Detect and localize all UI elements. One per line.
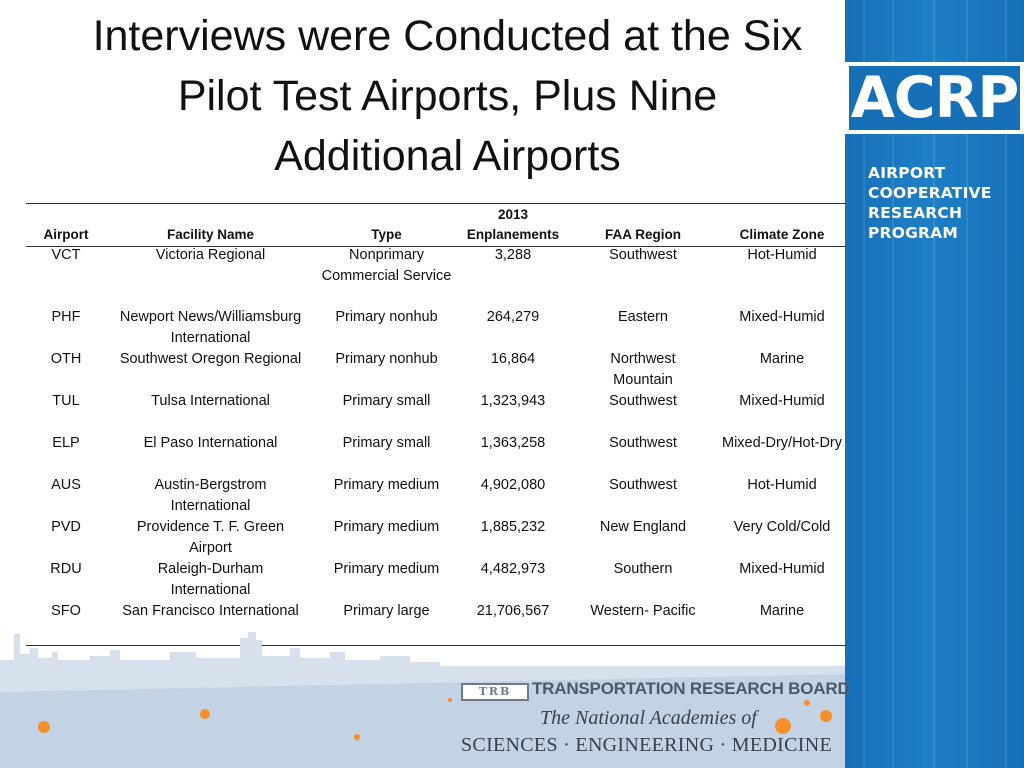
cell-type: Primary medium: [333, 519, 440, 535]
cell-airport: SFO: [51, 603, 81, 619]
facility-text: Providence T. F. Green Airport: [136, 519, 285, 556]
cell-facility: San Francisco International: [122, 603, 299, 619]
cell-climate: Marine: [759, 603, 805, 619]
cell-type: Nonprimary Commercial Service: [321, 247, 452, 284]
header-region: FAA Region: [605, 227, 681, 242]
decor-dot: [354, 734, 360, 740]
cell-facility: Tulsa International: [151, 393, 270, 409]
cell-enplanements: 264,279: [486, 309, 540, 325]
acrp-logo: [845, 62, 1024, 134]
program-line: COOPERATIVE: [868, 184, 992, 202]
table-row: [26, 245, 846, 307]
program-line: RESEARCH: [868, 204, 963, 222]
facility-text: Raleigh-Durham International: [157, 561, 264, 598]
cell-region: Southwest: [609, 393, 677, 409]
facility-text: Austin-Bergstrom International: [154, 477, 267, 514]
header-enplanements: [458, 203, 568, 245]
cell-enplanements: 16,864: [490, 351, 536, 367]
table-row: [26, 517, 846, 559]
cell-facility: [106, 475, 315, 517]
nas-fields: SCIENCES · ENGINEERING · MEDICINE: [461, 734, 832, 756]
table-row: [26, 391, 846, 433]
airports-table: [26, 203, 846, 639]
cell-enplanements: 21,706,567: [476, 603, 550, 619]
cell-region: Southern: [613, 561, 673, 577]
cell-region: [568, 349, 718, 391]
cell-climate: Mixed-Humid: [739, 561, 825, 577]
cell-region: Southwest: [609, 477, 677, 493]
cell-enplanements: 1,885,232: [480, 519, 546, 535]
slide-title: [40, 6, 855, 186]
acrp-sidebar: [845, 0, 1024, 768]
cell-type: Primary medium: [333, 477, 440, 493]
table-row: [26, 349, 846, 391]
cell-facility: Newport News/Williamsburg International: [119, 309, 302, 346]
table-row: [26, 559, 846, 601]
title-line-2: Pilot Test Airports, Plus Nine: [177, 72, 718, 120]
cell-enplanements: 4,902,080: [480, 477, 546, 493]
decor-dot: [775, 718, 791, 734]
cell-facility: Southwest Oregon Regional: [119, 351, 302, 367]
region-text: Northwest Mountain: [610, 351, 676, 388]
cell-facility: [106, 517, 315, 559]
trb-name: TRANSPORTATION RESEARCH BOARD: [532, 679, 850, 698]
cell-region: Southwest: [609, 435, 677, 451]
cell-type: Primary large: [343, 603, 430, 619]
cell-facility: [106, 559, 315, 601]
cell-region: Western- Pacific: [590, 603, 696, 619]
cell-airport: RDU: [50, 561, 82, 577]
cell-type: Primary small: [342, 435, 431, 451]
cell-region: Eastern: [618, 309, 668, 325]
cell-enplanements: 1,323,943: [480, 393, 546, 409]
acrp-logo-text: ACRP: [850, 65, 1019, 131]
cell-enplanements: 4,482,973: [480, 561, 546, 577]
cell-region: Southwest: [609, 247, 677, 263]
cell-climate: Hot-Humid: [747, 477, 817, 493]
cell-type: Primary nonhub: [335, 351, 438, 367]
cell-type: Primary small: [342, 393, 431, 409]
table-row: [26, 307, 846, 349]
header-climate: Climate Zone: [739, 227, 825, 242]
title-line-1: Interviews were Conducted at the Six: [92, 12, 803, 60]
title-line-3: Additional Airports: [274, 132, 621, 180]
cell-enplanements: 1,363,258: [480, 435, 546, 451]
cell-type: Primary nonhub: [335, 309, 438, 325]
cell-airport: PHF: [51, 309, 81, 325]
program-name: [868, 163, 992, 243]
decor-dot: [200, 709, 210, 719]
trb-logo: TRB: [461, 683, 529, 701]
cell-type: Primary medium: [333, 561, 440, 577]
cell-airport: ELP: [52, 435, 80, 451]
program-line: AIRPORT: [868, 164, 946, 182]
header-facility: Facility Name: [166, 227, 255, 242]
table-row: [26, 475, 846, 517]
cell-facility: El Paso International: [143, 435, 278, 451]
cell-climate: Hot-Humid: [747, 247, 817, 263]
cell-airport: PVD: [51, 519, 81, 535]
program-line: PROGRAM: [868, 224, 958, 242]
table-row: [26, 433, 846, 475]
cell-airport: TUL: [52, 393, 80, 409]
header-type: Type: [371, 227, 402, 242]
decor-dot: [804, 700, 810, 706]
decor-dot: [38, 721, 50, 733]
header-enplanements-label: Enplanements: [466, 227, 560, 242]
cell-climate: Very Cold/Cold: [733, 519, 831, 535]
cell-climate: Mixed-Dry/Hot-Dry: [721, 435, 843, 451]
header-airport: Airport: [43, 227, 89, 242]
cell-facility: Victoria Regional: [155, 247, 266, 263]
nas-tagline: The National Academies of: [540, 707, 757, 729]
cell-enplanements: 3,288: [494, 247, 532, 263]
decor-dot: [448, 698, 452, 702]
cell-climate: Mixed-Humid: [739, 393, 825, 409]
cell-airport: OTH: [50, 351, 82, 367]
cell-climate: Mixed-Humid: [739, 309, 825, 325]
table-header-row: [26, 203, 846, 245]
decor-dot: [820, 710, 832, 722]
cell-airport: AUS: [51, 477, 81, 493]
header-enplanements-year: 2013: [497, 207, 529, 222]
cell-region: New England: [599, 519, 687, 535]
cell-airport: VCT: [51, 247, 81, 263]
cell-climate: Marine: [759, 351, 805, 367]
